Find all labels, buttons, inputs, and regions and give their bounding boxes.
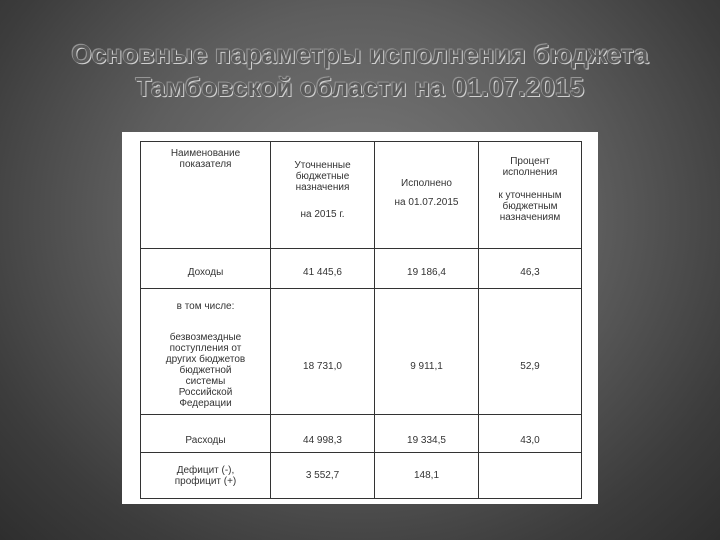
header-percent bbox=[479, 142, 582, 249]
header-planned-line: бюджетные bbox=[295, 171, 350, 182]
table-row-expenses bbox=[141, 415, 582, 453]
income-percent: 46,3 bbox=[479, 249, 582, 289]
budget-table bbox=[140, 141, 582, 499]
expenses-executed: 19 334,5 bbox=[375, 415, 479, 453]
header-indicator-line: Наименование bbox=[170, 148, 241, 159]
header-percent-line: к уточненным bbox=[498, 190, 562, 201]
header-planned-line: Уточненные bbox=[294, 160, 351, 171]
header-executed-line: на 01.07.2015 bbox=[394, 197, 459, 208]
transfers-percent: 52,9 bbox=[479, 289, 582, 415]
transfers-name-line: поступления от bbox=[169, 343, 242, 354]
header-indicator-line: показателя bbox=[179, 159, 232, 170]
header-executed-line: Исполнено bbox=[401, 178, 452, 189]
balance-name-line: профицит (+) bbox=[174, 475, 237, 487]
income-planned: 41 445,6 bbox=[271, 249, 375, 289]
header-planned-line: на 2015 г. bbox=[300, 209, 345, 220]
table-row-income bbox=[141, 249, 582, 289]
header-percent-line: назначениям bbox=[499, 212, 561, 223]
balance-planned: 3 552,7 bbox=[271, 453, 375, 499]
expenses-percent: 43,0 bbox=[479, 415, 582, 453]
title-line-2: Тамбовской области на 01.07.2015 bbox=[135, 72, 585, 102]
income-name: Доходы bbox=[141, 249, 271, 289]
header-percent-line: бюджетным bbox=[502, 201, 558, 212]
transfers-name-line: других бюджетов bbox=[165, 354, 246, 365]
header-percent-line: Процент bbox=[510, 156, 550, 167]
balance-executed: 148,1 bbox=[375, 453, 479, 499]
including-label: в том числе: bbox=[176, 301, 235, 312]
balance-percent bbox=[479, 453, 582, 499]
title-line-1: Основные параметры исполнения бюджета bbox=[71, 39, 649, 69]
transfers-name-line: Федерации bbox=[179, 398, 232, 409]
transfers-planned: 18 731,0 bbox=[271, 289, 375, 415]
header-indicator bbox=[141, 142, 271, 249]
balance-name-line: Дефицит (-), bbox=[176, 464, 235, 476]
transfers-executed: 9 911,1 bbox=[375, 289, 479, 415]
transfers-name-line: системы bbox=[185, 376, 226, 387]
transfers-name-line: Российской bbox=[178, 387, 233, 398]
table-header-row bbox=[141, 142, 582, 249]
expenses-planned: 44 998,3 bbox=[271, 415, 375, 453]
slide-title bbox=[0, 38, 720, 104]
transfers-name-line: безвозмездные bbox=[169, 332, 242, 343]
table-row-balance bbox=[141, 453, 582, 499]
expenses-name: Расходы bbox=[141, 415, 271, 453]
transfers-name bbox=[141, 289, 271, 415]
header-percent-line: исполнения bbox=[502, 167, 558, 178]
scanned-table-image bbox=[122, 132, 598, 504]
header-planned bbox=[271, 142, 375, 249]
balance-name bbox=[141, 453, 271, 499]
income-executed: 19 186,4 bbox=[375, 249, 479, 289]
header-planned-line: назначения bbox=[295, 182, 350, 193]
transfers-name-line: бюджетной bbox=[179, 365, 232, 376]
table-row-transfers bbox=[141, 289, 582, 415]
header-executed bbox=[375, 142, 479, 249]
